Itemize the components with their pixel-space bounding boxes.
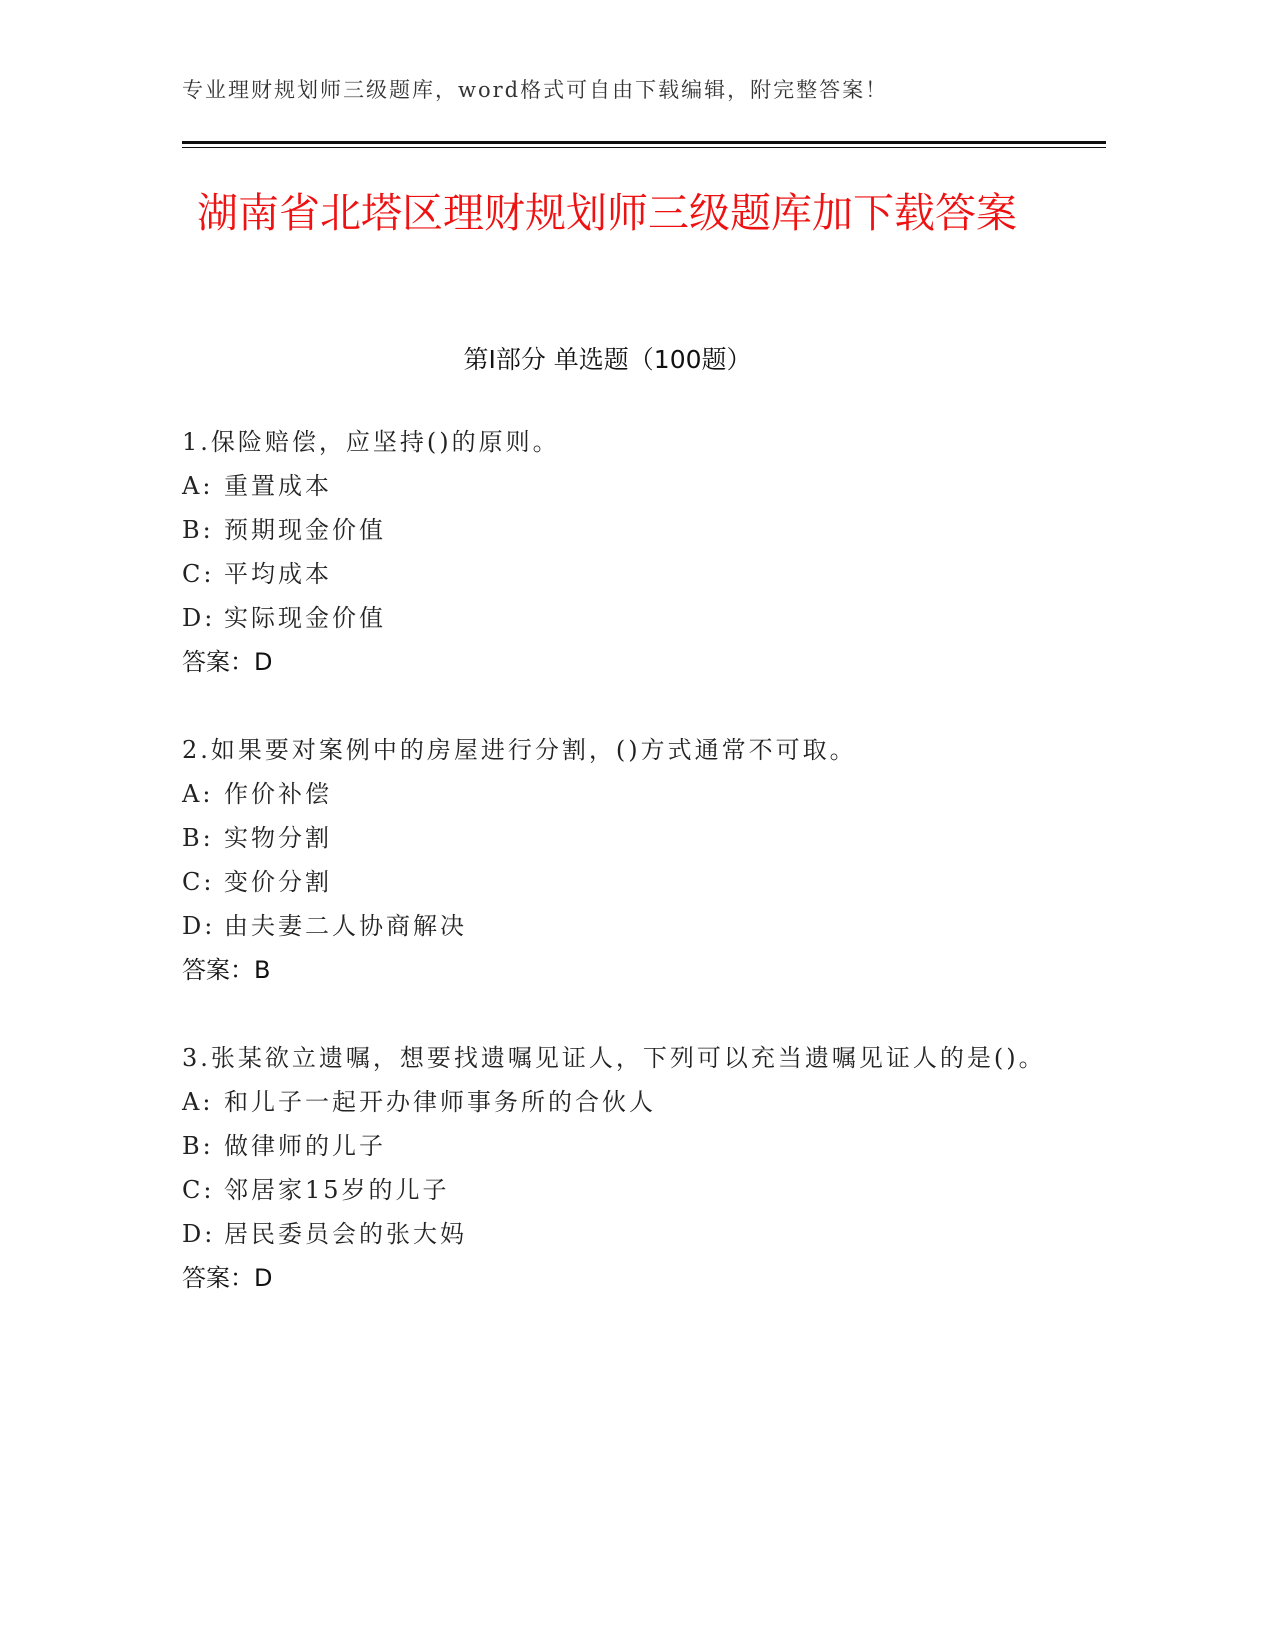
option-text: 作价补偿 [224, 780, 332, 808]
option-text: 平均成本 [224, 560, 332, 588]
question-stem: 1.保险赔偿，应坚持()的原则。 [182, 428, 560, 456]
option-text: 实物分割 [224, 824, 332, 852]
option-a [182, 772, 1062, 816]
option-text: 居民委员会的张大妈 [224, 1220, 467, 1248]
option-b [182, 1124, 1062, 1168]
section-title: 第Ⅰ部分 单选题（100题） [463, 345, 752, 374]
option-b [182, 508, 1062, 552]
option-text: 由夫妻二人协商解决 [224, 912, 467, 940]
option-a [182, 464, 1062, 508]
header-note: 专业理财规划师三级题库，word格式可自由下载编辑，附完整答案！ [182, 78, 889, 102]
option-letter: D: [182, 912, 216, 940]
header-divider-thick [182, 141, 1106, 144]
option-letter: A: [182, 472, 214, 500]
question-3 [182, 1036, 1062, 1300]
question-stem: 2.如果要对案例中的房屋进行分割，()方式通常不可取。 [182, 736, 857, 764]
option-letter: C: [182, 560, 215, 588]
question-1 [182, 420, 1062, 684]
option-text: 重置成本 [224, 472, 332, 500]
header-divider-thin [182, 147, 1106, 148]
option-text: 实际现金价值 [224, 604, 386, 632]
answer-line: 答案：B [182, 956, 271, 984]
option-text: 邻居家15岁的儿子 [224, 1176, 450, 1204]
option-letter: D: [182, 1220, 216, 1248]
option-d [182, 596, 1062, 640]
option-letter: A: [182, 780, 214, 808]
answer-line: 答案：D [182, 648, 273, 676]
option-letter: B: [182, 516, 214, 544]
option-letter: C: [182, 1176, 215, 1204]
option-b [182, 816, 1062, 860]
question-list [182, 420, 1062, 1344]
option-text: 做律师的儿子 [224, 1132, 386, 1160]
option-text: 预期现金价值 [224, 516, 386, 544]
option-c [182, 552, 1062, 596]
option-c [182, 1168, 1062, 1212]
option-text: 变价分割 [224, 868, 332, 896]
option-c [182, 860, 1062, 904]
option-letter: B: [182, 824, 214, 852]
option-letter: D: [182, 604, 216, 632]
option-letter: C: [182, 868, 215, 896]
option-d [182, 904, 1062, 948]
option-d [182, 1212, 1062, 1256]
option-text: 和儿子一起开办律师事务所的合伙人 [224, 1088, 656, 1116]
option-a [182, 1080, 1062, 1124]
answer-line: 答案：D [182, 1264, 273, 1292]
question-stem: 3.张某欲立遗嘱，想要找遗嘱见证人，下列可以充当遗嘱见证人的是()。 [182, 1044, 1046, 1072]
question-2 [182, 728, 1062, 992]
document-title: 湖南省北塔区理财规划师三级题库加下载答案 [197, 189, 1017, 237]
option-letter: B: [182, 1132, 214, 1160]
option-letter: A: [182, 1088, 214, 1116]
